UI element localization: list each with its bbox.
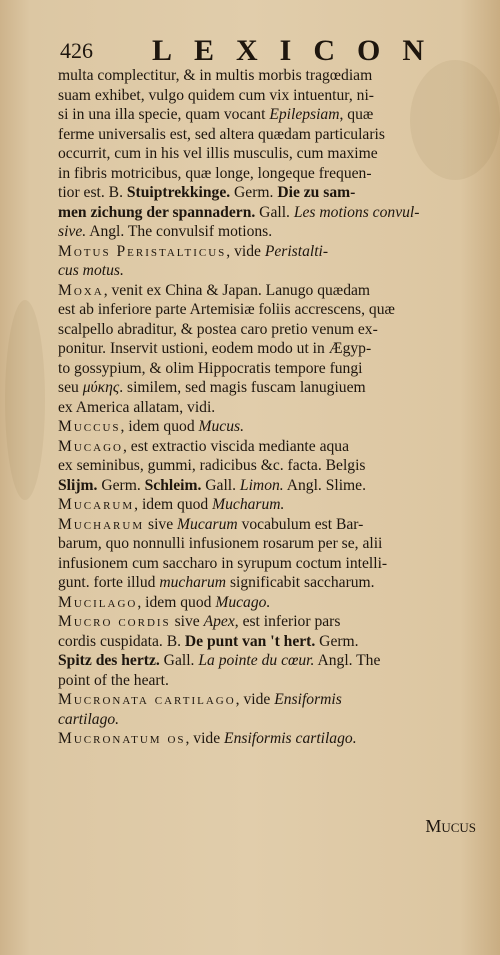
text-run: significabit saccharum. bbox=[226, 574, 375, 591]
text-run: Epilepsiam bbox=[269, 106, 340, 123]
text-run: Angl. The convulsif motions. bbox=[86, 223, 273, 240]
text-run: barum, quo nonnulli infusionem rosarum per se, alii bbox=[58, 535, 383, 552]
text-run: Die zu sam- bbox=[277, 184, 356, 201]
text-line bbox=[58, 534, 480, 554]
text-run: Mucronata cartilago bbox=[58, 691, 236, 708]
text-run: Peristalti- bbox=[264, 242, 329, 260]
text-run: sive bbox=[170, 613, 204, 630]
text-run: Muccus bbox=[58, 418, 121, 435]
text-line bbox=[58, 690, 480, 710]
text-run: Apex bbox=[203, 613, 235, 630]
text-run: , venit ex China & Japan. Lanugo quædam bbox=[103, 281, 371, 299]
text-run: Angl. Slime. bbox=[283, 476, 366, 494]
text-line bbox=[58, 105, 480, 125]
text-run: Spitz des hertz. bbox=[58, 652, 160, 669]
entry-moxa bbox=[58, 281, 480, 418]
text-run: , est extractio viscida mediante aqua bbox=[122, 437, 350, 455]
text-line bbox=[58, 671, 480, 691]
text-run: infusionem cum sacchаro in syrupum coctum intelli- bbox=[58, 554, 388, 572]
text-line bbox=[58, 203, 480, 223]
text-run: mucharum bbox=[159, 574, 227, 591]
text-run: si in una illa specie, quam vocant bbox=[58, 106, 270, 123]
text-run: μύκης bbox=[82, 379, 120, 396]
text-run: Schleim. bbox=[144, 476, 202, 494]
text-line bbox=[58, 164, 480, 184]
text-run: , idem quod bbox=[137, 593, 216, 611]
text-line bbox=[58, 710, 480, 730]
text-run: Mucarum bbox=[58, 496, 135, 513]
text-line bbox=[58, 456, 480, 476]
text-run: Mucago. bbox=[215, 593, 271, 611]
text-run: Germ. bbox=[230, 184, 278, 201]
text-run: scalpello abraditur, & postea caro pretio venum ex- bbox=[58, 320, 378, 338]
entry-mucilago bbox=[58, 593, 480, 613]
text-run: Germ. bbox=[97, 476, 145, 494]
text-run: ex seminibus, gummi, radicibus &c. facta. Belgis bbox=[58, 457, 366, 474]
text-run: . similem, sed magis fuscam lanugiuem bbox=[119, 379, 366, 396]
text-run: in fibris motricibus, quæ longe, longeque frequen- bbox=[58, 164, 372, 182]
text-run: gunt. forte illud bbox=[58, 574, 160, 591]
text-run: Motus Peristalticus bbox=[58, 242, 227, 260]
entry-motus-peristalticus bbox=[58, 242, 480, 281]
text-run: est ab inferiore parte Artemisiæ foliis accrescens, quæ bbox=[58, 301, 395, 318]
text-run: Gall. bbox=[255, 203, 294, 221]
text-line bbox=[58, 573, 480, 593]
entry-mucro-cordis bbox=[58, 612, 480, 690]
text-run: La pointe du cœur. bbox=[198, 652, 315, 669]
text-line bbox=[58, 222, 480, 242]
text-run: suam exhibet, vulgo quidem cum vix intuentur, ni- bbox=[58, 86, 374, 104]
text-run: , est inferior pars bbox=[234, 613, 341, 630]
entry-mucharum bbox=[58, 515, 480, 593]
text-line bbox=[58, 144, 480, 164]
text-run: cartilago. bbox=[58, 710, 120, 728]
text-line bbox=[58, 476, 480, 496]
text-run: Ensiformis cartilago. bbox=[224, 730, 357, 747]
text-line bbox=[58, 300, 480, 320]
text-line bbox=[58, 378, 480, 398]
page-number: 426 bbox=[60, 38, 93, 63]
text-run: Mucarum bbox=[177, 515, 238, 533]
catchword: Mucus bbox=[425, 816, 476, 836]
text-line bbox=[58, 515, 480, 535]
text-run: tior est. B. bbox=[58, 184, 127, 201]
text-line bbox=[58, 593, 480, 613]
text-run: , idem quod bbox=[134, 496, 213, 513]
text-run: De punt van 't hert. bbox=[184, 632, 316, 650]
text-run: seu bbox=[58, 379, 83, 396]
entry-mucago bbox=[58, 437, 480, 496]
text-run: occurrit, cum in his vel illis musculis, cum maxime bbox=[58, 145, 378, 162]
text-run: point of the heart. bbox=[58, 671, 169, 689]
text-run: Moxa bbox=[58, 281, 104, 299]
text-run: Germ. bbox=[315, 632, 359, 650]
text-line bbox=[58, 554, 480, 574]
text-run: , vide bbox=[235, 691, 275, 708]
text-run: Ensiformis bbox=[274, 691, 342, 708]
text-run: ferme universalis est, sed altera quædam particularis bbox=[58, 125, 385, 143]
text-run: men zichung der spannadern. bbox=[58, 203, 256, 221]
running-head: LEXICON bbox=[152, 34, 447, 67]
entry-mucronatum bbox=[58, 729, 480, 749]
text-run: Slijm. bbox=[58, 476, 98, 494]
text-line bbox=[58, 125, 480, 145]
text-run: ponitur. Inservit ustioni, eodem modo ut in Ægyp- bbox=[58, 340, 372, 357]
text-run: Gall. bbox=[159, 652, 199, 669]
text-run: vocabulum est Bar- bbox=[237, 515, 364, 533]
paper-stain bbox=[5, 300, 45, 500]
text-run: to gossypium, & olim Hippocratis tempore fungi bbox=[58, 359, 363, 377]
text-run: ex America allatam, vidi. bbox=[58, 398, 216, 416]
text-run: Les motions convul- bbox=[293, 203, 420, 221]
text-run: sive. bbox=[58, 223, 87, 240]
text-line bbox=[58, 417, 480, 437]
text-line bbox=[58, 632, 480, 652]
text-run: Gall. bbox=[201, 476, 240, 494]
lexicon-body bbox=[58, 66, 480, 749]
entry-mucronata bbox=[58, 690, 480, 729]
text-line bbox=[58, 320, 480, 340]
entry-muccus bbox=[58, 417, 480, 437]
text-run: Mucus. bbox=[198, 418, 244, 435]
page-header bbox=[60, 34, 472, 68]
text-run: Mucro cordis bbox=[58, 613, 171, 630]
text-line bbox=[58, 437, 480, 457]
text-run: multa complectitur, & in multis morbis tragœdiam bbox=[58, 67, 373, 84]
text-run: , quæ bbox=[339, 106, 374, 123]
text-line bbox=[58, 729, 480, 749]
text-run: , vide bbox=[226, 242, 265, 260]
text-run: Mucronatum os bbox=[58, 730, 186, 747]
text-line bbox=[58, 495, 480, 515]
text-run: cordis cuspidata. B. bbox=[58, 632, 185, 650]
text-run: Mucago bbox=[58, 437, 123, 455]
text-run: Mucharum bbox=[58, 515, 145, 533]
text-line bbox=[58, 359, 480, 379]
text-run: Angl. The bbox=[314, 652, 381, 669]
text-run: , vide bbox=[185, 730, 225, 747]
text-run: , idem quod bbox=[120, 418, 199, 435]
text-line bbox=[58, 398, 480, 418]
text-run: Mucharum. bbox=[212, 496, 285, 513]
text-run: Limon. bbox=[239, 476, 284, 494]
text-line bbox=[58, 242, 480, 262]
entry-mucarum bbox=[58, 495, 480, 515]
text-run: sive bbox=[144, 515, 178, 533]
text-line bbox=[58, 612, 480, 632]
text-line bbox=[58, 86, 480, 106]
text-line bbox=[58, 651, 480, 671]
text-run: Stuiptrekkinge. bbox=[126, 184, 231, 201]
text-line bbox=[58, 261, 480, 281]
entry-motus-cont bbox=[58, 66, 480, 242]
text-line bbox=[58, 281, 480, 301]
text-run: Mucilago bbox=[58, 593, 138, 611]
text-line bbox=[58, 339, 480, 359]
text-line bbox=[58, 66, 480, 86]
text-run: cus motus. bbox=[58, 262, 124, 279]
text-line bbox=[58, 183, 480, 203]
